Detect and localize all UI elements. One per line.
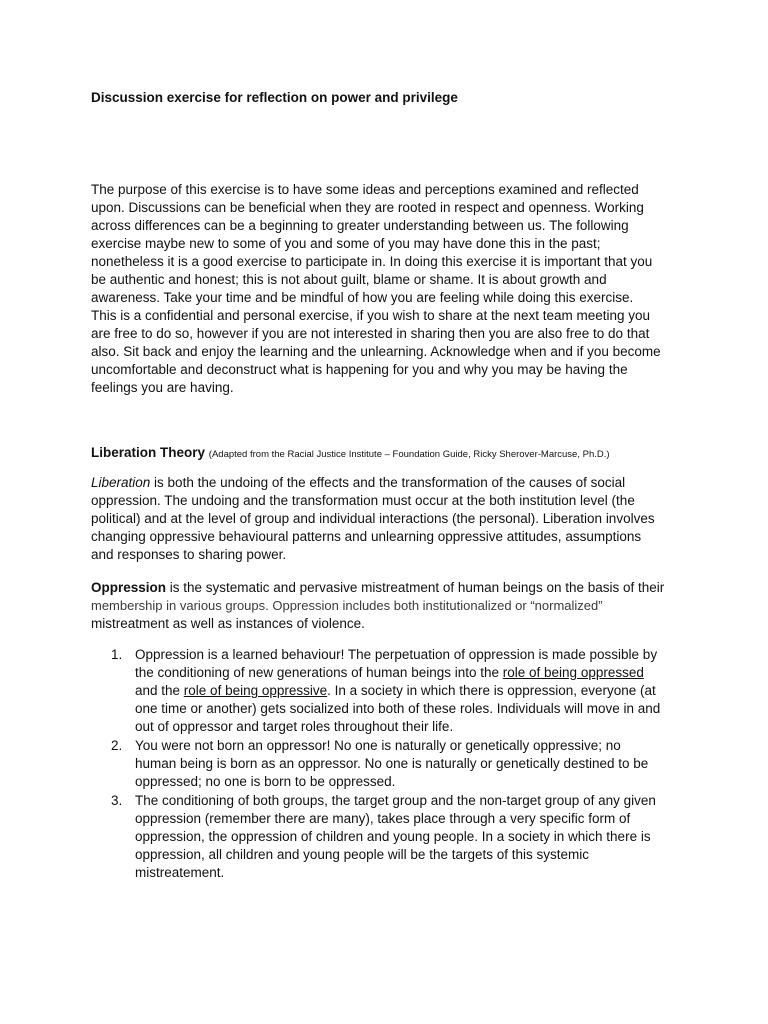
list-item-line <box>135 664 644 682</box>
liberation-line: oppression. The undoing and the transformation must occur at the both institution level (the <box>91 493 635 508</box>
oppression-line-rest: is the systematic and pervasive mistreatment of human beings on the basis of their <box>166 580 665 595</box>
intro-line: be authentic and honest; this is not about guilt, blame or shame. It is about growth and <box>91 272 607 287</box>
oppression-line: mistreatment as well as instances of violence. <box>91 616 365 631</box>
list-item-line: human being is born as an oppressor. No one is naturally or genetically destined to be <box>135 756 649 771</box>
list-item-line: Oppression is a learned behaviour! The perpetuation of oppression is made possible by <box>135 647 658 662</box>
section-source-citation: (Adapted from the Racial Justice Institute – Foundation Guide, Ricky Sherover-Marcuse, Ph.D.) <box>208 449 610 460</box>
liberation-line: changing oppressive behavioural patterns and unlearning oppressive attitudes, assumptions <box>91 529 642 544</box>
list-item-line: out of oppressor and target roles throughout their life. <box>135 719 454 734</box>
section-heading-text: Liberation Theory <box>91 445 206 460</box>
list-item-line: oppression, the oppression of children and young people. In a society in which there is <box>135 829 651 844</box>
intro-line: This is a confidential and personal exercise, if you wish to share at the next team meeting you <box>91 308 651 323</box>
oppression-term: Oppression <box>91 580 167 595</box>
liberation-line: political) and at the level of group and individual interactions (the personal). Liberation involves <box>91 511 655 526</box>
liberation-line-rest: is both the undoing of the effects and the transformation of the causes of social <box>150 475 626 490</box>
oppression-line <box>91 579 664 597</box>
intro-line: nonetheless it is a good exercise to participate in. In doing this exercise it is important that you <box>91 254 653 269</box>
oppression-line: membership in various groups. Oppression includes both institutionalized or “normalized” <box>91 598 603 613</box>
list-item-line: oppressed; no one is born to be oppressed. <box>135 774 396 789</box>
liberation-line <box>91 474 625 492</box>
list-item-text: and the <box>135 683 184 698</box>
document-title: Discussion exercise for reflection on power and privilege <box>91 90 458 105</box>
intro-line: also. Sit back and enjoy the learning and the unlearning. Acknowledge when and if you become <box>91 344 661 359</box>
list-item-line: You were not born an oppressor! No one is naturally or genetically oppressive; no <box>135 738 621 753</box>
intro-line: The purpose of this exercise is to have some ideas and perceptions examined and reflected <box>91 182 639 197</box>
list-item-text: the conditioning of new generations of human beings into the <box>135 665 503 680</box>
intro-line: feelings you are having. <box>91 380 234 395</box>
list-item-number: 2. <box>111 738 123 753</box>
list-item-line: oppression (remember there are many), takes place through a very specific form of <box>135 811 631 826</box>
list-item-line <box>135 682 656 700</box>
intro-line: upon. Discussions can be beneficial when they are rooted in respect and openness. Working <box>91 200 644 215</box>
underlined-term-oppressed: role of being oppressed <box>502 665 644 680</box>
intro-line: across differences can be a beginning to greater understanding between us. The following <box>91 218 629 233</box>
list-item-line: mistreatement. <box>135 865 225 880</box>
underlined-term-oppressive: role of being oppressive <box>183 683 328 698</box>
list-item-number: 1. <box>111 647 123 662</box>
intro-line: are free to do so, however if you are not interested in sharing then you are also free to do that <box>91 326 650 341</box>
list-item-line: oppression, all children and young people will be the targets of this systemic <box>135 847 590 862</box>
liberation-line: and responses to sharing power. <box>91 547 287 562</box>
section-heading-liberation-theory <box>91 445 610 460</box>
intro-line: awareness. Take your time and be mindful of how you are feeling while doing this exercise. <box>91 290 634 305</box>
list-item-text: . In a society in which there is oppression, everyone (at <box>327 683 656 698</box>
intro-line: uncomfortable and deconstruct what is happening for you and why you may be having the <box>91 362 628 377</box>
liberation-term: Liberation <box>91 475 151 490</box>
list-item-line: The conditioning of both groups, the target group and the non-target group of any given <box>135 793 656 808</box>
list-item-number: 3. <box>111 793 123 808</box>
intro-line: exercise maybe new to some of you and some of you may have done this in the past; <box>91 236 601 251</box>
list-item-line: one time or another) gets socialized into both of these roles. Individuals will move in and <box>135 701 661 716</box>
